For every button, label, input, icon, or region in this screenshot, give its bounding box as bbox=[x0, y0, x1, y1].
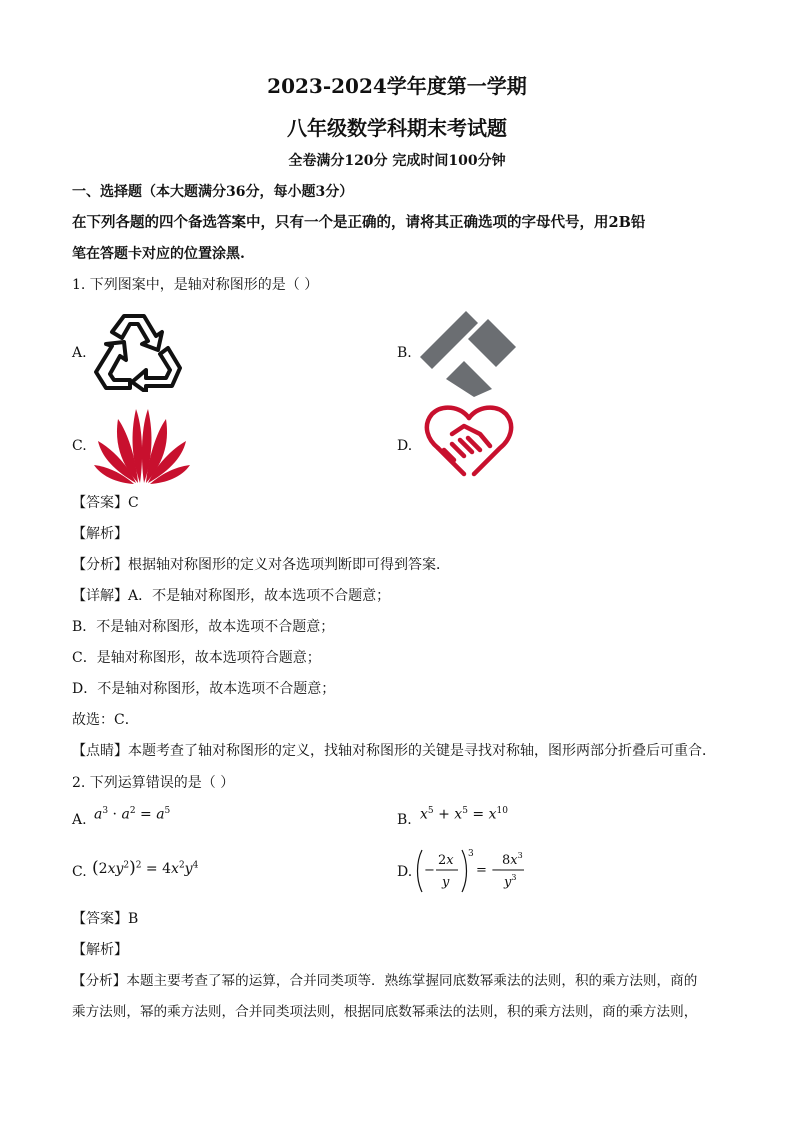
svg-text:3: 3 bbox=[468, 849, 474, 859]
svg-text:y3: $y^3$ bbox=[504, 873, 517, 890]
instruction-line-2: 笔在答题卡对应的位置涂黑. bbox=[72, 246, 245, 262]
q2-fenxi-line-2: 乘方法则，幂的乘方法则，合并同类项法则，根据同底数幂乘法的法则，积的乘方法则，商的乘方法则， bbox=[72, 1004, 698, 1020]
exam-meta: 全卷满分120分 完成时间100分钟 bbox=[288, 153, 506, 169]
q1-jiexi: 【解析】 bbox=[72, 526, 128, 542]
q1-answer: 【答案】C bbox=[72, 495, 139, 511]
q1-fenxi: 【分析】根据轴对称图形的定义对各选项判断即可得到答案． bbox=[72, 557, 450, 573]
q2-jiexi: 【解析】 bbox=[72, 942, 128, 958]
q1-xiangjie: 【详解】A．不是轴对称图形，故本选项不合题意； bbox=[72, 588, 391, 604]
q1-option-d-label: D. bbox=[397, 438, 413, 454]
svg-text:2x: 2x bbox=[438, 853, 454, 868]
huawei-logo-icon bbox=[92, 405, 192, 489]
q2-option-b-formula: $x^5 + x^5 = x^{10}$ bbox=[420, 806, 508, 823]
section-heading: 一、选择题（本大题满分36分，每小题3分） bbox=[72, 184, 354, 200]
q1-option-c-label: C. bbox=[72, 438, 87, 454]
q2-option-c-label: C. bbox=[72, 864, 87, 880]
q1-detail-c: C．是轴对称图形，故本选项符合题意； bbox=[72, 650, 321, 666]
q1-detail-d: D．不是轴对称图形，故本选项不合题意； bbox=[72, 681, 336, 697]
svg-text:= −: = − bbox=[476, 863, 502, 878]
question-2-stem: 2. 下列运算错误的是（ ） bbox=[72, 775, 235, 791]
q1-guxuan: 故选：C． bbox=[72, 712, 139, 728]
q1-option-a-label: A. bbox=[72, 345, 87, 361]
svg-text:y: y bbox=[442, 875, 450, 890]
q2-option-a-formula: $a^3 \cdot a^2 = a^5$ bbox=[94, 806, 171, 823]
q1-detail-b: B．不是轴对称图形，故本选项不合题意； bbox=[72, 619, 335, 635]
svg-text:−: − bbox=[424, 863, 435, 878]
svg-text:8x3: $8x^3$ bbox=[502, 851, 523, 868]
q1-option-b-label: B. bbox=[397, 345, 412, 361]
instruction-line-1: 在下列各题的四个备选答案中，只有一个是正确的，请将其正确选项的字母代号，用2B铅 bbox=[72, 214, 646, 231]
q1-dianjing: 【点睛】本题考查了轴对称图形的定义，找轴对称图形的关键是寻找对称轴，图形两部分折叠后可重合． bbox=[72, 743, 716, 759]
question-1-stem: 1. 下列图案中，是轴对称图形的是（ ） bbox=[72, 277, 319, 293]
q2-option-a-label: A. bbox=[72, 812, 87, 828]
exam-subject-title: 八年级数学科期末考试题 bbox=[287, 116, 507, 140]
q2-option-b-label: B. bbox=[397, 812, 412, 828]
q2-option-d-formula bbox=[416, 846, 526, 900]
recycle-icon bbox=[92, 310, 188, 396]
tiles-logo-icon bbox=[418, 305, 518, 401]
q2-option-c-formula: $(2xy^2)^2 = 4x^2y^4$ bbox=[92, 858, 199, 878]
q2-answer: 【答案】B bbox=[72, 911, 139, 927]
handshake-heart-icon bbox=[424, 404, 514, 484]
q2-option-d-label: D. bbox=[397, 864, 413, 880]
exam-title: 2023-2024学年度第一学期 bbox=[267, 74, 527, 98]
q2-fenxi-line-1: 【分析】本题主要考查了幂的运算，合并同类项等．熟练掌握同底数幂乘法的法则，积的乘方法则，商的 bbox=[72, 973, 698, 989]
